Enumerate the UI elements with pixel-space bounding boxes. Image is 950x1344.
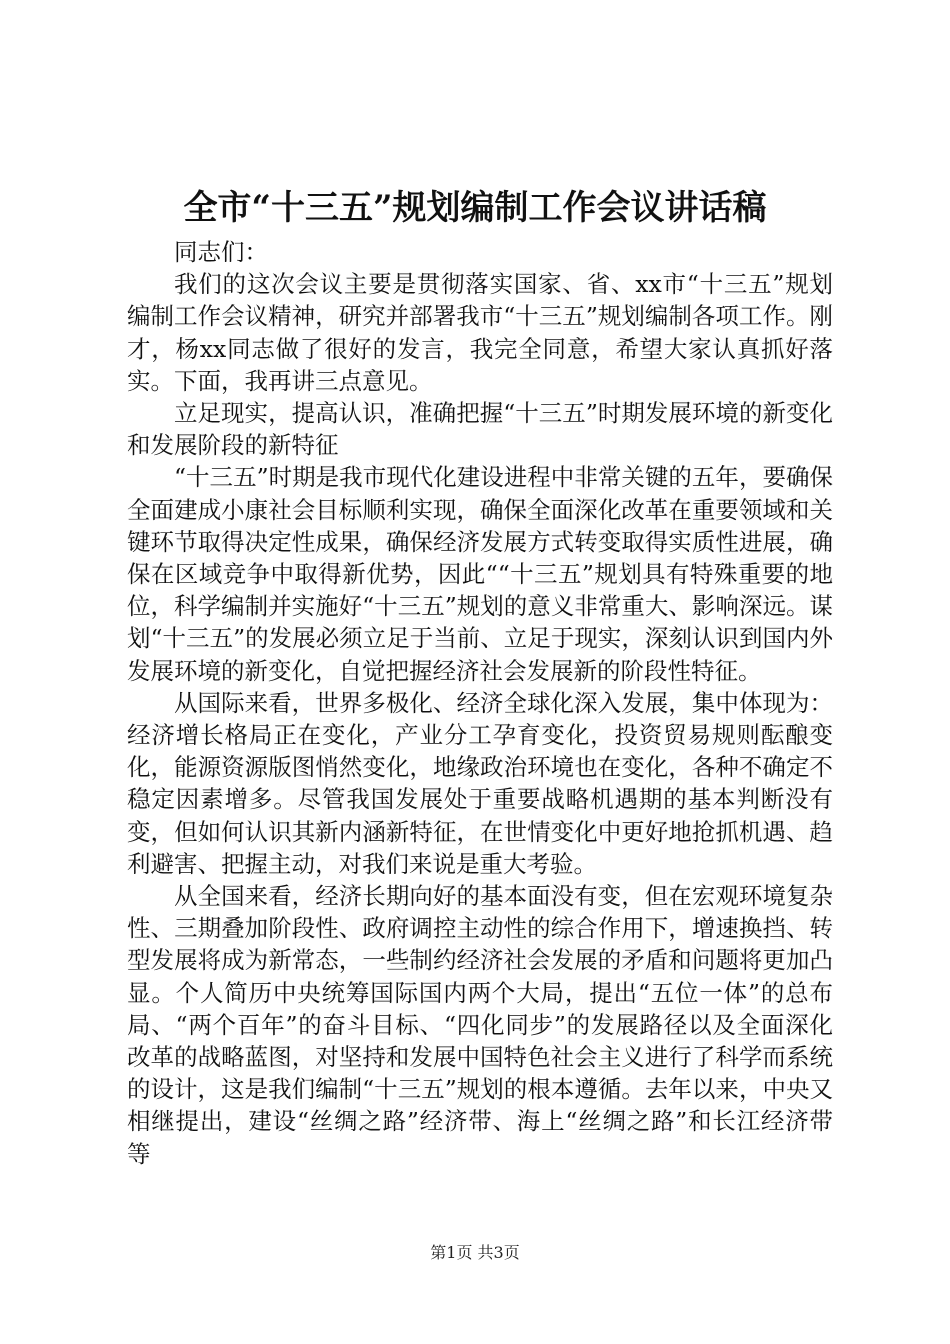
section-heading: 立足现实，提高认识，准确把握“十三五”时期发展环境的新变化和发展阶段的新特征 bbox=[127, 399, 833, 460]
salutation: 同志们： bbox=[174, 238, 268, 266]
paragraph-intro: 我们的这次会议主要是贯彻落实国家、省、xx市“十三五”规划编制工作会议精神，研究并部署我市“十三五”规划编制各项工作。刚才，杨xx同志做了很好的发言，我完全同意，希望大家认真抓好落实。下面，我再讲三点意见。 bbox=[127, 270, 833, 395]
paragraph-national: 从全国来看，经济长期向好的基本面没有变，但在宏观环境复杂性、三期叠加阶段性、政府调控主动性的综合作用下，增速换挡、转型发展将成为新常态，一些制约经济社会发展的矛盾和问题将更加凸显。个人简历中央统筹国际国内两个大局，提出“五位一体”的总布局、“两个百年”的奋斗目标、“四化同步”的发展路径以及全面深化改革的战略蓝图，对坚持和发展中国特色社会主义进行了科学而系统的设计，这是我们编制“十三五”规划的根本遵循。去年以来，中央又相继提出，建设“丝绸之路”经济带、海上“丝绸之路”和长江经济带等 bbox=[127, 882, 833, 1168]
page-title: 全市“十三五”规划编制工作会议讲话稿 bbox=[183, 188, 767, 228]
page-footer: 第1页 共3页 bbox=[430, 1243, 520, 1262]
paragraph-importance: “十三五”时期是我市现代化建设进程中非常关键的五年，要确保全面建成小康社会目标顺利实现，确保全面深化改革在重要领域和关键环节取得决定性成果，确保经济发展方式转变取得实质性进展，确保在区域竞争中取得新优势，因此““十三五”规划具有特殊重要的地位，科学编制并实施好“十三五”规划的意义非常重大、影响深远。谋划“十三五”的发展必须立足于当前、立足于现实，深刻认识到国内外发展环境的新变化，自觉把握经济社会发展新的阶段性特征。 bbox=[127, 463, 833, 685]
paragraph-international: 从国际来看，世界多极化、经济全球化深入发展，集中体现为：经济增长格局正在变化，产业分工孕育变化，投资贸易规则酝酿变化，能源资源版图悄然变化，地缘政治环境也在变化，各种不确定不稳定因素增多。尽管我国发展处于重要战略机遇期的基本判断没有变，但如何认识其新内涵新特征，在世情变化中更好地抢抓机遇、趋利避害、把握主动，对我们来说是重大考验。 bbox=[127, 688, 833, 878]
document-body bbox=[127, 236, 833, 1170]
